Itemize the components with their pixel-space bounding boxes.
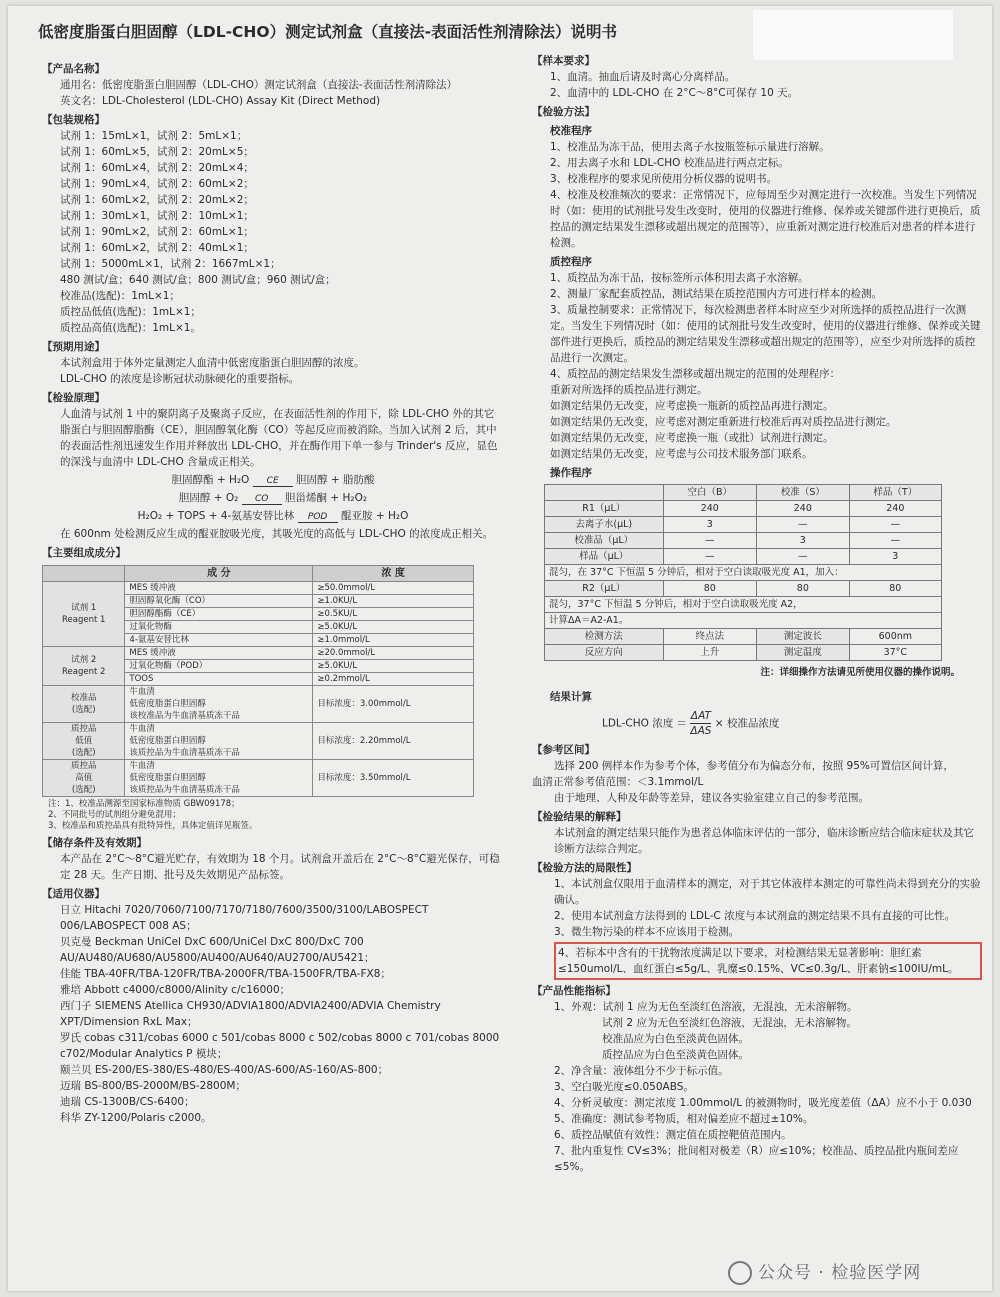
principle-heading: 【检验原理】 — [42, 392, 105, 404]
performance-line: 4、分析灵敏度：测定浓度 1.00mmol/L 的被测物时，吸光度差值（ΔA）应不小于 0.030 — [554, 1097, 972, 1109]
procedure-row — [545, 645, 942, 661]
procedure-row — [545, 501, 942, 517]
packaging-line: 试剂 1：90mL×4，试剂 2：60mL×2； — [60, 178, 254, 190]
qc-line: 2、测量厂家配套质控品，测试结果在质控范围内方可进行样本的检测。 — [550, 288, 883, 300]
storage-text: 本产品在 2°C～8°C避光贮存，有效期为 18 个月。试剂盒开盖后在 2°C～8°C避光保存，可稳定 28 天。生产日期、批号及失效期见产品标签。 — [60, 853, 500, 881]
calibration-line: 3、校准程序的要求见所使用分析仪器的说明书。 — [550, 173, 778, 185]
qc-line: 如测定结果仍无改变，应考虑换一瓶（或批）试剂进行测定。 — [550, 432, 834, 444]
limitations-heading: 【检验方法的局限性】 — [532, 862, 637, 874]
procedure-mix2: 混匀，37°C 下恒温 5 分钟后，相对于空白读取吸光度 A2， — [545, 597, 942, 613]
packaging-line: 试剂 1：60mL×4，试剂 2：20mL×4； — [60, 162, 254, 174]
eq1-enzyme: CE — [253, 476, 293, 487]
performance-line: 7、批内重复性 CV≤3%；批间相对极差（R）应≤10%；校准品、质控品批内瓶间差应≤5%。 — [554, 1145, 959, 1173]
equation-1 — [42, 472, 504, 488]
components-group-name: 质控品 低值 (选配) — [43, 723, 125, 760]
performance-line: 5、准确度：测试参考物质，相对偏差应不超过±10%。 — [554, 1113, 814, 1125]
procedure-cell: 测定温度 — [757, 645, 850, 661]
packaging-line: 质控品高值(选配)：1mL×1。 — [60, 322, 201, 334]
calibration-line: 4、校准及校准频次的要求：正常情况下，应每周至少对测定进行一次校准。当发生下列情况时（如：使用的试剂批号发生改变时，使用的仪器进行维修、保养或关键部件进行更换后，质控品的测定结果发生漂移或超出规定的范围等），应重新对测定进行校准后对患者的样本进行检测。 — [550, 189, 981, 249]
packaging-line: 试剂 1：90mL×2，试剂 2：60mL×1； — [60, 226, 254, 238]
packaging-line: 试剂 1：60mL×5，试剂 2：20mL×5； — [60, 146, 254, 158]
performance-line: 试剂 2 应为无色至淡红色溶液，无混浊，无未溶解物。 — [602, 1017, 857, 1029]
watermark-text: 公众号 · 检验医学网 — [758, 1263, 922, 1283]
formula-denominator: ΔAS — [690, 725, 712, 737]
performance-line: 2、净含量：液体组分不少于标示值。 — [554, 1065, 729, 1077]
procedure-row — [545, 565, 942, 581]
components-row — [43, 723, 474, 760]
calibration-heading: 校准程序 — [550, 125, 592, 137]
procedure-row — [545, 613, 942, 629]
components-ingredient: 过氧化物酶（POD） — [125, 660, 313, 673]
packaging-line: 480 测试/盒；640 测试/盒；800 测试/盒；960 测试/盒； — [60, 274, 336, 286]
components-note: 2、不同批号的试剂组分避免混用； — [48, 810, 181, 820]
instrument-line: 迪瑞 CS-1300B/CS-6400； — [60, 1096, 195, 1108]
packaging-line: 试剂 1：60mL×2，试剂 2：20mL×2； — [60, 194, 254, 206]
components-ingredient: 4-氨基安替比林 — [125, 634, 313, 647]
result-formula — [532, 709, 982, 738]
procedure-cell: 240 — [757, 501, 850, 517]
procedure-head-row — [545, 485, 942, 501]
eq3-left: H₂O₂ + TOPS + 4-氨基安替比林 — [137, 510, 295, 522]
instrument-line: 迈瑞 BS-800/BS-2000M/BS-2800M； — [60, 1080, 246, 1092]
eq3-right: 醌亚胺 + H₂O — [341, 510, 409, 522]
instrument-line: 罗氏 cobas c311/cobas 6000 c 501/cobas 8000 c 502/cobas 8000 c 701/cobas 8000 c702/Modular Analytics P 模块； — [60, 1032, 500, 1060]
procedure-row — [545, 549, 942, 565]
instrument-line: 西门子 SIEMENS Atellica CH930/ADVIA1800/ADVIA2400/ADVIA Chemistry XPT/Dimension RxL Max； — [60, 1000, 441, 1028]
performance-line: 3、空白吸光度≤0.050ABS。 — [554, 1081, 694, 1093]
procedure-cell: — — [663, 533, 757, 549]
sample-line: 2、血清中的 LDL-CHO 在 2°C～8°C可保存 10 天。 — [550, 87, 799, 99]
procedure-cell: 测定波长 — [757, 629, 850, 645]
procedure-head-cell: 校准（S） — [757, 485, 850, 501]
packaging-line: 校准品(选配)：1mL×1； — [60, 290, 180, 302]
procedure-cell: 反应方向 — [545, 645, 664, 661]
procedure-row — [545, 581, 942, 597]
qc-heading: 质控程序 — [550, 256, 592, 268]
eq1-right: 胆固醇 + 脂肪酸 — [296, 474, 375, 486]
result-heading: 结果计算 — [550, 691, 592, 703]
reference-line: 由于地理、人种及年龄等差异，建议各实验室建立自己的参考范围。 — [554, 792, 869, 804]
components-concentration: ≥1.0mmol/L — [313, 634, 474, 647]
components-col-name: 成 分 — [125, 566, 313, 582]
procedure-cell: 样品（μL） — [545, 549, 664, 565]
formula-numerator: ΔAT — [690, 710, 711, 722]
limitation-highlight: 4、若标本中含有的干扰物浓度满足以下要求，对检测结果无显著影响：胆红素≤150umol/L、血红蛋白≤5g/L、乳糜≤0.15%、VC≤0.3g/L、肝素钠≤100IU/mL。 — [554, 942, 982, 980]
instrument-line: 佳能 TBA-40FR/TBA-120FR/TBA-2000FR/TBA-1500FR/TBA-FX8； — [60, 968, 391, 980]
equation-2 — [42, 490, 504, 506]
components-concentration: ≥0.2mmol/L — [313, 673, 474, 686]
components-concentration: ≥20.0mmol/L — [313, 647, 474, 660]
components-concentration: ≥0.5KU/L — [313, 608, 474, 621]
packaging-line: 质控品低值(选配)：1mL×1； — [60, 306, 201, 318]
product-name-heading: 【产品名称】 — [42, 63, 105, 75]
procedure-heading: 操作程序 — [550, 467, 592, 479]
components-col-empty — [43, 566, 125, 582]
intended-use-heading: 【预期用途】 — [42, 341, 105, 353]
qc-line: 3、质量控制要求：正常情况下，每次检测患者样本时应至少对所选择的质控品进行一次测定。当发生下列情况时（如：使用的试剂批号发生改变时，使用的仪器进行维修、保养或关键部件进行更换后，质控品的测定结果发生漂移或超出规定的范围等），应至少对所选择的质控品进行一次测定。 — [550, 304, 981, 364]
qc-line: 1、质控品为冻干品，按标签所示体积用去离子水溶解。 — [550, 272, 809, 284]
intended-use-line: LDL-CHO 的浓度是诊断冠状动脉硬化的重要指标。 — [60, 373, 300, 385]
procedure-cell: 3 — [849, 549, 941, 565]
instrument-line: 贝克曼 Beckman UniCel DxC 600/UniCel DxC 800/DxC 700 AU/AU480/AU680/AU5800/AU400/AU640/AU2700/AU5421； — [60, 936, 375, 964]
procedure-mix1: 混匀，在 37°C 下恒温 5 分钟后，相对于空白读取吸光度 A1，加入： — [545, 565, 942, 581]
calibration-line: 1、校准品为冻干品，使用去离子水按瓶签标示量进行溶解。 — [550, 141, 830, 153]
components-ingredient: 牛血清 低密度脂蛋白胆固醇 该质控品为牛血清基质冻干品 — [125, 760, 313, 797]
procedure-head-cell — [545, 485, 664, 501]
calibration-line: 2、用去离子水和 LDL-CHO 校准品进行两点定标。 — [550, 157, 789, 169]
packaging-heading: 【包装规格】 — [42, 114, 105, 126]
procedure-cell: 240 — [849, 501, 941, 517]
product-name-line: 通用名：低密度脂蛋白胆固醇（LDL-CHO）测定试剂盒（直接法-表面活性剂清除法） — [60, 79, 458, 91]
reference-heading: 【参考区间】 — [532, 744, 595, 756]
formula-rhs: × 校准品浓度 — [714, 717, 780, 730]
eq3-enzyme: POD — [298, 512, 338, 523]
instrument-line: 颐兰贝 ES-200/ES-380/ES-480/ES-400/AS-600/AS-160/AS-800； — [60, 1064, 389, 1076]
components-row — [43, 686, 474, 723]
reference-line: 选择 200 例样本作为参考个体，参考值分布为偏态分布，按照 95%可置信区间计算， — [554, 760, 954, 772]
procedure-cell: 80 — [663, 581, 757, 597]
instrument-line: 雅培 Abbott c4000/c8000/Alinity c/c16000； — [60, 984, 291, 996]
components-heading: 【主要组成成分】 — [42, 547, 126, 559]
procedure-cell: — — [663, 549, 757, 565]
equation-3 — [42, 508, 504, 524]
procedure-cell: 240 — [663, 501, 757, 517]
sample-heading: 【样本要求】 — [532, 55, 595, 67]
components-row — [43, 647, 474, 660]
procedure-note: 注：详细操作方法请见所使用仪器的操作说明。 — [760, 667, 960, 678]
components-ingredient: 牛血清 低密度脂蛋白胆固醇 该校准品为牛血清基质冻干品 — [125, 686, 313, 723]
components-group-name: 试剂 2 Reagent 2 — [43, 647, 125, 686]
qc-line: 如测定结果仍无改变，应考虑对测定重新进行校准后再对质控品进行测定。 — [550, 416, 897, 428]
procedure-cell: R1（μL） — [545, 501, 664, 517]
procedure-row — [545, 533, 942, 549]
procedure-cell: 去离子水(μL) — [545, 517, 664, 533]
eq2-enzyme: CO — [242, 494, 282, 505]
components-group-name: 试剂 1 Reagent 1 — [43, 582, 125, 647]
procedure-cell: — — [849, 517, 941, 533]
performance-line: 校准品应为白色至淡黄色固体。 — [602, 1033, 749, 1045]
components-concentration: 目标浓度：3.00mmol/L — [313, 686, 474, 723]
limitation-line: 1、本试剂盒仅限用于血清样本的测定，对于其它体液样本测定的可靠性尚未得到充分的实验确认。 — [554, 878, 981, 906]
performance-line: 6、质控品赋值有效性：测定值在质控靶值范围内。 — [554, 1129, 792, 1141]
procedure-cell: R2（μL） — [545, 581, 664, 597]
page-title: 低密度脂蛋白胆固醇（LDL-CHO）测定试剂盒（直接法-表面活性剂清除法）说明书 — [38, 23, 618, 41]
instrument-line: 科华 ZY-1200/Polaris c2000。 — [60, 1112, 212, 1124]
right-column — [532, 50, 982, 1175]
formula-fraction — [690, 709, 711, 738]
components-col-conc: 浓 度 — [313, 566, 474, 582]
procedure-cell: 80 — [849, 581, 941, 597]
reference-line: 血清正常参考值范围：＜3.1mmol/L — [532, 776, 704, 788]
procedure-calc: 计算ΔA＝A2-A1。 — [545, 613, 942, 629]
components-row — [43, 582, 474, 595]
wechat-icon — [728, 1261, 752, 1285]
components-note: 3、校准品和质控品具有批特异性，具体定值详见瓶签。 — [48, 821, 258, 831]
procedure-row — [545, 517, 942, 533]
components-concentration: ≥1.0KU/L — [313, 595, 474, 608]
limitation-line: 3、微生物污染的样本不应该用于检测。 — [554, 926, 740, 938]
procedure-cell: — — [757, 549, 850, 565]
procedure-row — [545, 629, 942, 645]
performance-heading: 【产品性能指标】 — [532, 985, 616, 997]
principle-text: 人血清与试剂 1 中的聚阴离子及聚离子反应，在表面活性剂的作用下，除 LDL-CHO 外的其它脂蛋白与胆固醇脂酶（CE），胆固醇氧化酶（CO）等起反应而被消除。当加入试剂 2 后，其中的表面活性剂迅速发生作用并释放出 LDL-CHO，并在酶作用下单一参与 Trinder's 反应，显色的深浅与血清中 LDL-CHO 含量成正相关。 — [60, 408, 498, 468]
components-concentration: 目标浓度：2.20mmol/L — [313, 723, 474, 760]
procedure-cell: 上升 — [663, 645, 757, 661]
interpretation-heading: 【检验结果的解释】 — [532, 811, 627, 823]
components-note: 注：1、校准品溯源至国家标准物质 GBW09178； — [48, 799, 240, 809]
eq2-left: 胆固醇 + O₂ — [178, 492, 239, 504]
procedure-cell: — — [849, 533, 941, 549]
components-ingredient: MES 缓冲液 — [125, 647, 313, 660]
procedure-cell: 80 — [757, 581, 850, 597]
components-ingredient: 过氧化物酶 — [125, 621, 313, 634]
procedure-cell: 检测方法 — [545, 629, 664, 645]
procedure-cell: 600nm — [849, 629, 941, 645]
qc-line: 如测定结果仍无改变，应考虑与公司技术服务部门联系。 — [550, 448, 813, 460]
interpretation-text: 本试剂盒的测定结果只能作为患者总体临床评估的一部分，临床诊断应结合临床症状及其它诊断方法综合判定。 — [554, 827, 974, 855]
qc-line: 4、质控品的测定结果发生漂移或超出规定的范围的处理程序： — [550, 368, 841, 380]
product-name-line: 英文名：LDL-Cholesterol (LDL-CHO) Assay Kit (Direct Method) — [60, 95, 381, 107]
components-concentration: ≥5.0KU/L — [313, 621, 474, 634]
procedure-cell: 校准品（μL） — [545, 533, 664, 549]
procedure-table — [544, 484, 942, 661]
method-heading: 【检验方法】 — [532, 106, 595, 118]
components-ingredient: 胆固醇氧化酶（CO） — [125, 595, 313, 608]
procedure-cell: 3 — [663, 517, 757, 533]
procedure-cell: 37°C — [849, 645, 941, 661]
procedure-row — [545, 597, 942, 613]
packaging-line: 试剂 1：60mL×2，试剂 2：40mL×1； — [60, 242, 254, 254]
components-ingredient: 胆固醇酯酶（CE） — [125, 608, 313, 621]
eq2-right: 胆甾烯酮 + H₂O₂ — [285, 492, 368, 504]
components-concentration: ≥50.0mmol/L — [313, 582, 474, 595]
components-concentration: 目标浓度：3.50mmol/L — [313, 760, 474, 797]
watermark — [728, 1258, 921, 1285]
packaging-line: 试剂 1：5000mL×1，试剂 2：1667mL×1； — [60, 258, 281, 270]
components-ingredient: TOOS — [125, 673, 313, 686]
limitation-line: 2、使用本试剂盒方法得到的 LDL-C 浓度与本试剂盒的测定结果不具有直接的可比性。 — [554, 910, 956, 922]
qc-line: 如测定结果仍无改变，应考虑换一瓶新的质控品再进行测定。 — [550, 400, 834, 412]
components-table — [42, 565, 474, 797]
procedure-head-cell: 空白（B） — [663, 485, 757, 501]
principle-after: 在 600nm 处检测反应生成的醌亚胺吸光度，其吸光度的高低与 LDL-CHO 的浓度成正相关。 — [60, 528, 494, 540]
components-ingredient: 牛血清 低密度脂蛋白胆固醇 该质控品为牛血清基质冻干品 — [125, 723, 313, 760]
intended-use-line: 本试剂盒用于体外定量测定人血清中低密度脂蛋白胆固醇的浓度。 — [60, 357, 365, 369]
storage-heading: 【储存条件及有效期】 — [42, 837, 147, 849]
eq1-left: 胆固醇酯 + H₂O — [171, 474, 250, 486]
formula-lhs: LDL-CHO 浓度 ＝ — [602, 717, 688, 730]
procedure-cell: 3 — [757, 533, 850, 549]
procedure-head-cell: 样品（T） — [849, 485, 941, 501]
performance-line: 1、外观：试剂 1 应为无色至淡红色溶液，无混浊，无未溶解物。 — [554, 1001, 858, 1013]
qc-line: 重新对所选择的质控品进行测定。 — [550, 384, 708, 396]
instruments-heading: 【适用仪器】 — [42, 888, 105, 900]
procedure-cell: 终点法 — [663, 629, 757, 645]
components-group-name: 校准品 (选配) — [43, 686, 125, 723]
left-column — [42, 58, 504, 1126]
sample-line: 1、血清。抽血后请及时离心分离样品。 — [550, 71, 736, 83]
components-concentration: ≥5.0KU/L — [313, 660, 474, 673]
instrument-line: 日立 Hitachi 7020/7060/7100/7170/7180/7600/3500/3100/LABOSPECT 006/LABOSPECT 008 AS； — [60, 904, 429, 932]
performance-line: 质控品应为白色至淡黄色固体。 — [602, 1049, 749, 1061]
document-page — [8, 6, 992, 1291]
components-group-name: 质控品 高值 (选配) — [43, 760, 125, 797]
components-row — [43, 760, 474, 797]
procedure-cell: — — [757, 517, 850, 533]
packaging-line: 试剂 1：30mL×1，试剂 2：10mL×1； — [60, 210, 254, 222]
packaging-line: 试剂 1：15mL×1，试剂 2：5mL×1； — [60, 130, 248, 142]
components-ingredient: MES 缓冲液 — [125, 582, 313, 595]
